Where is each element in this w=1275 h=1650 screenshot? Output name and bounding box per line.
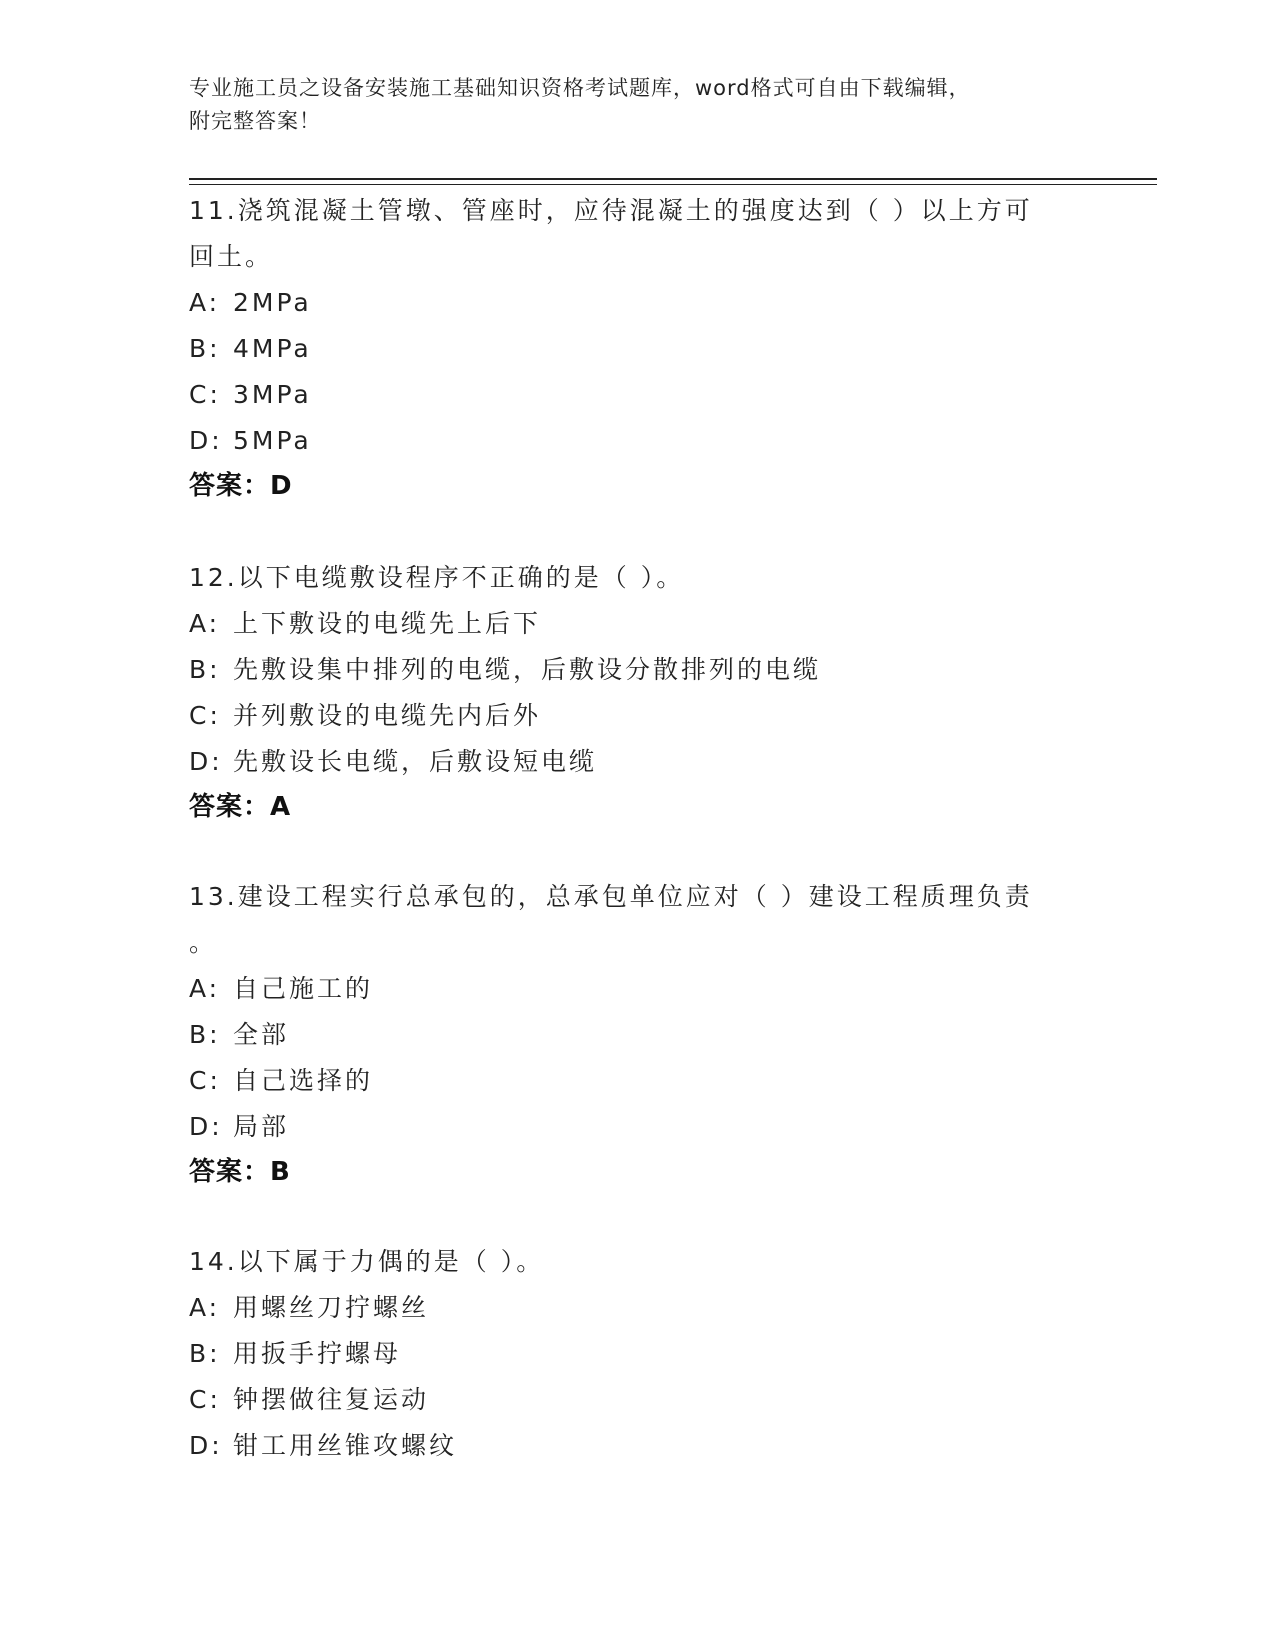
question-stem-line: 13.建设工程实行总承包的，总承包单位应对（ ）建设工程质理负责 [189,882,1033,911]
option-text: 4MPa [233,334,312,363]
option-text: 自己选择的 [233,1066,374,1095]
option-text: 并列敷设的电缆先内后外 [233,701,542,730]
answer-label: 答案：A [189,792,292,822]
option-c [189,372,1069,418]
option-letter: A: [189,609,221,638]
option-a [189,1285,1069,1331]
option-b [189,647,1069,693]
option-letter: D: [189,747,223,776]
option-letter: B: [189,334,221,363]
question-stem-line: 11.浇筑混凝土管墩、管座时，应待混凝土的强度达到（ ）以上方可 [189,196,1033,225]
question-13 [189,874,1069,1194]
option-c [189,693,1069,739]
option-text: 钳工用丝锥攻螺纹 [233,1431,458,1460]
option-d [189,418,1069,464]
option-letter: D: [189,1431,223,1460]
question-14 [189,1239,1069,1469]
option-a [189,601,1069,647]
question-stem [189,188,1069,280]
option-b [189,1012,1069,1058]
option-letter: A: [189,288,221,317]
question-stem-line: 。 [189,928,218,957]
option-text: 5MPa [233,426,312,455]
option-letter: C: [189,1385,221,1414]
option-text: 3MPa [233,380,312,409]
option-text: 2MPa [233,288,312,317]
option-text: 自己施工的 [233,974,374,1003]
option-text: 钟摆做往复运动 [233,1385,430,1414]
question-stem-line: 12.以下电缆敷设程序不正确的是（ ）。 [189,563,685,592]
question-12 [189,555,1069,829]
option-text: 用扳手拧螺母 [233,1339,402,1368]
option-letter: C: [189,1066,221,1095]
option-letter: D: [189,1112,223,1141]
question-stem [189,1239,1069,1285]
option-d [189,1104,1069,1150]
option-c [189,1377,1069,1423]
option-d [189,1423,1069,1469]
question-11 [189,188,1069,508]
option-text: 先敷设集中排列的电缆，后敷设分散排列的电缆 [233,655,822,684]
option-letter: A: [189,1293,221,1322]
option-text: 局部 [233,1112,290,1141]
header-line-2: 附完整答案！ [189,109,321,133]
option-letter: B: [189,1339,221,1368]
option-letter: C: [189,380,221,409]
question-stem [189,555,1069,601]
question-stem-line: 回土。 [189,242,274,271]
answer-label: 答案：D [189,471,293,501]
answer-label: 答案：B [189,1157,291,1187]
option-text: 用螺丝刀拧螺丝 [233,1293,430,1322]
option-text: 上下敷设的电缆先上后下 [233,609,542,638]
header-divider-thick [189,178,1157,180]
option-d [189,739,1069,785]
option-a [189,280,1069,326]
option-letter: B: [189,1020,221,1049]
question-stem [189,874,1069,966]
document-header [189,72,1069,138]
option-c [189,1058,1069,1104]
option-letter: C: [189,701,221,730]
question-stem-line: 14.以下属于力偶的是（ ）。 [189,1247,545,1276]
option-text: 全部 [233,1020,290,1049]
header-line-1: 专业施工员之设备安装施工基础知识资格考试题库，word格式可自由下载编辑， [189,76,971,100]
option-letter: B: [189,655,221,684]
option-b [189,326,1069,372]
option-letter: D: [189,426,223,455]
option-a [189,966,1069,1012]
option-b [189,1331,1069,1377]
header-divider-thin [189,184,1157,185]
option-text: 先敷设长电缆，后敷设短电缆 [233,747,598,776]
option-letter: A: [189,974,221,1003]
